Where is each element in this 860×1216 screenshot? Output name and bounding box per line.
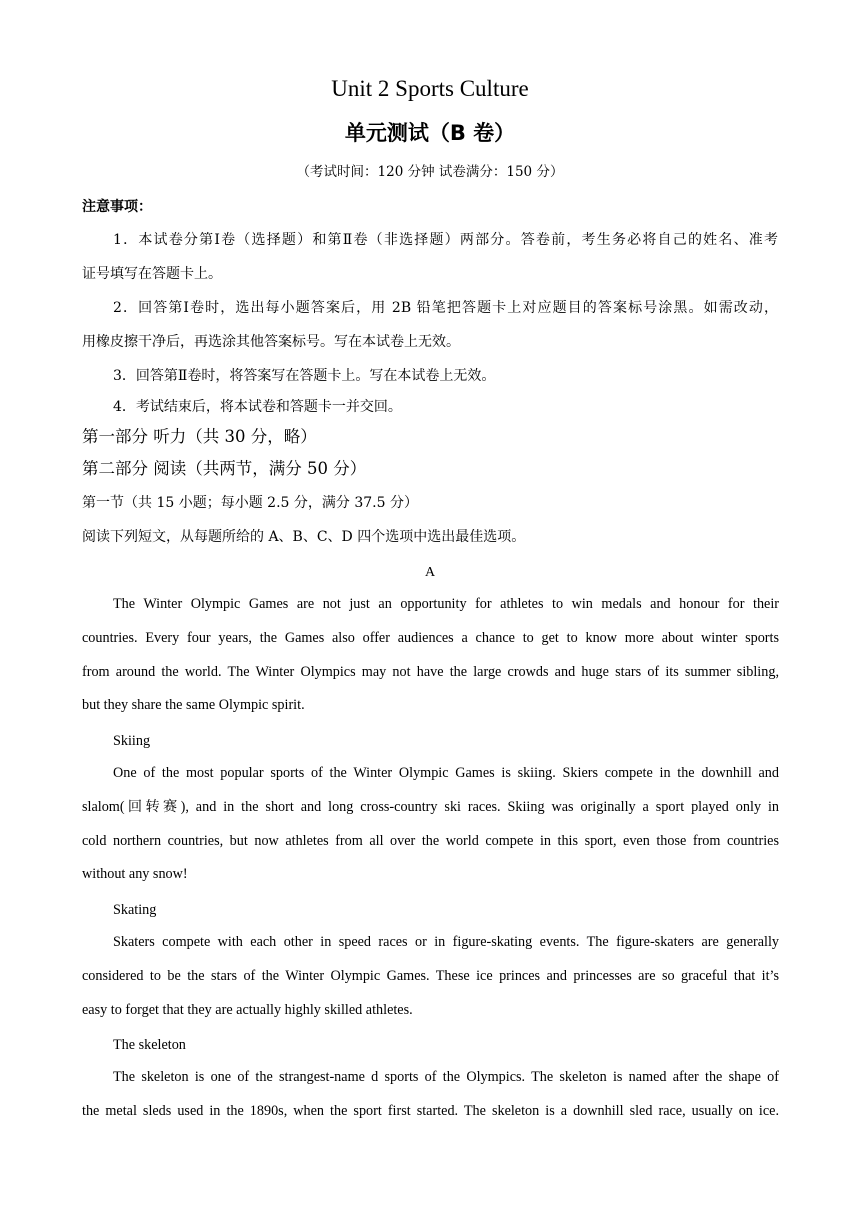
notice-item-3 [82, 359, 778, 393]
passage-p3-line-1: Skaters compete with each other in speed races or in figure-skating events. The figure-skaters are generally [113, 934, 779, 950]
passage-p2-line-2: slalom(回转赛), and in the short and long cross-country ski races. Skiing was originally a sport played only in [82, 798, 779, 815]
passage-p1-line-3: from around the world. The Winter Olympics may not have the large crowds and huge stars of its summer sibling, [82, 663, 779, 680]
passage-p3-line-2: considered to be the stars of the Winter Olympic Games. These ice princes and princesses are so graceful that it’s [82, 967, 779, 984]
section-1-heading: 第一节（共 15 小题；每小题 2.5 分，满分 37.5 分） [82, 495, 418, 511]
passage-paragraph-1 [82, 588, 779, 723]
passage-p2-line-1: One of the most popular sports of the Winter Olympic Games is skiing. Skiers compete in the downhill and [113, 765, 779, 781]
subheading-skating: Skating [113, 902, 157, 918]
passage-p1-line-2: countries. Every four years, the Games also offer audiences a chance to get to know more about winter sports [82, 629, 779, 646]
page-subtitle: 单元测试（B 卷） [344, 121, 516, 145]
notice-item-2 [82, 291, 778, 359]
notice-item-1-line-2: 证号填写在答题卡上。 [82, 266, 222, 282]
passage-p2-line-3: cold northern countries, but now athletes from all over the world compete in this sport, even those from countries [82, 832, 779, 849]
passage-p3-line-3: easy to forget that they are actually highly skilled athletes. [82, 1001, 413, 1018]
subheading-skeleton: The skeleton [113, 1037, 186, 1053]
passage-p4-line-1: The skeleton is one of the strangest-name d sports of the Olympics. The skeleton is named after the shape of [113, 1069, 779, 1085]
passage-p4-line-2: the metal sleds used in the 1890s, when the sport first started. The skeleton is a downhill sled race, usually on ice. [82, 1102, 779, 1119]
passage-p1-line-4: but they share the same Olympic spirit. [82, 697, 305, 714]
passage-label: A [424, 565, 436, 580]
notice-item-3-text: 3．回答第Ⅱ卷时，将答案写在答题卡上。写在本试卷上无效。 [113, 368, 496, 384]
notice-item-4-text: 4．考试结束后，将本试卷和答题卡一并交回。 [113, 399, 402, 415]
notice-item-2-line-1: 2．回答第Ⅰ卷时，选出每小题答案后，用 2B 铅笔把答题卡上对应题目的答案标号涂黑。如需改动， [113, 300, 778, 316]
passage-p2-line-4: without any snow! [82, 866, 188, 883]
notice-item-1 [82, 223, 778, 291]
part-1-heading: 第一部分 听力（共 30 分，略） [82, 427, 317, 446]
reading-instruction: 阅读下列短文，从每题所给的 A、B、C、D 四个选项中选出最佳选项。 [82, 529, 526, 545]
subheading-skiing: Skiing [113, 733, 151, 749]
notice-item-1-line-1: 1．本试卷分第Ⅰ卷（选择题）和第Ⅱ卷（非选择题）两部分。答卷前，考生务必将自己的姓名、准考 [113, 232, 778, 248]
exam-info: （考试时间：120 分钟 试卷满分：150 分） [296, 164, 564, 180]
page-title: Unit 2 Sports Culture [331, 76, 529, 101]
passage-paragraph-2 [82, 757, 779, 892]
part-2-heading: 第二部分 阅读（共两节，满分 50 分） [82, 459, 367, 478]
passage-paragraph-3 [82, 926, 779, 1027]
notice-heading: 注意事项： [82, 199, 152, 215]
passage-paragraph-4 [82, 1061, 779, 1129]
passage-p1-line-1: The Winter Olympic Games are not just an opportunity for athletes to win medals and honour for their [113, 596, 779, 612]
notice-item-4 [82, 390, 778, 424]
notice-item-2-line-2: 用橡皮擦干净后，再选涂其他答案标号。写在本试卷上无效。 [82, 334, 460, 350]
